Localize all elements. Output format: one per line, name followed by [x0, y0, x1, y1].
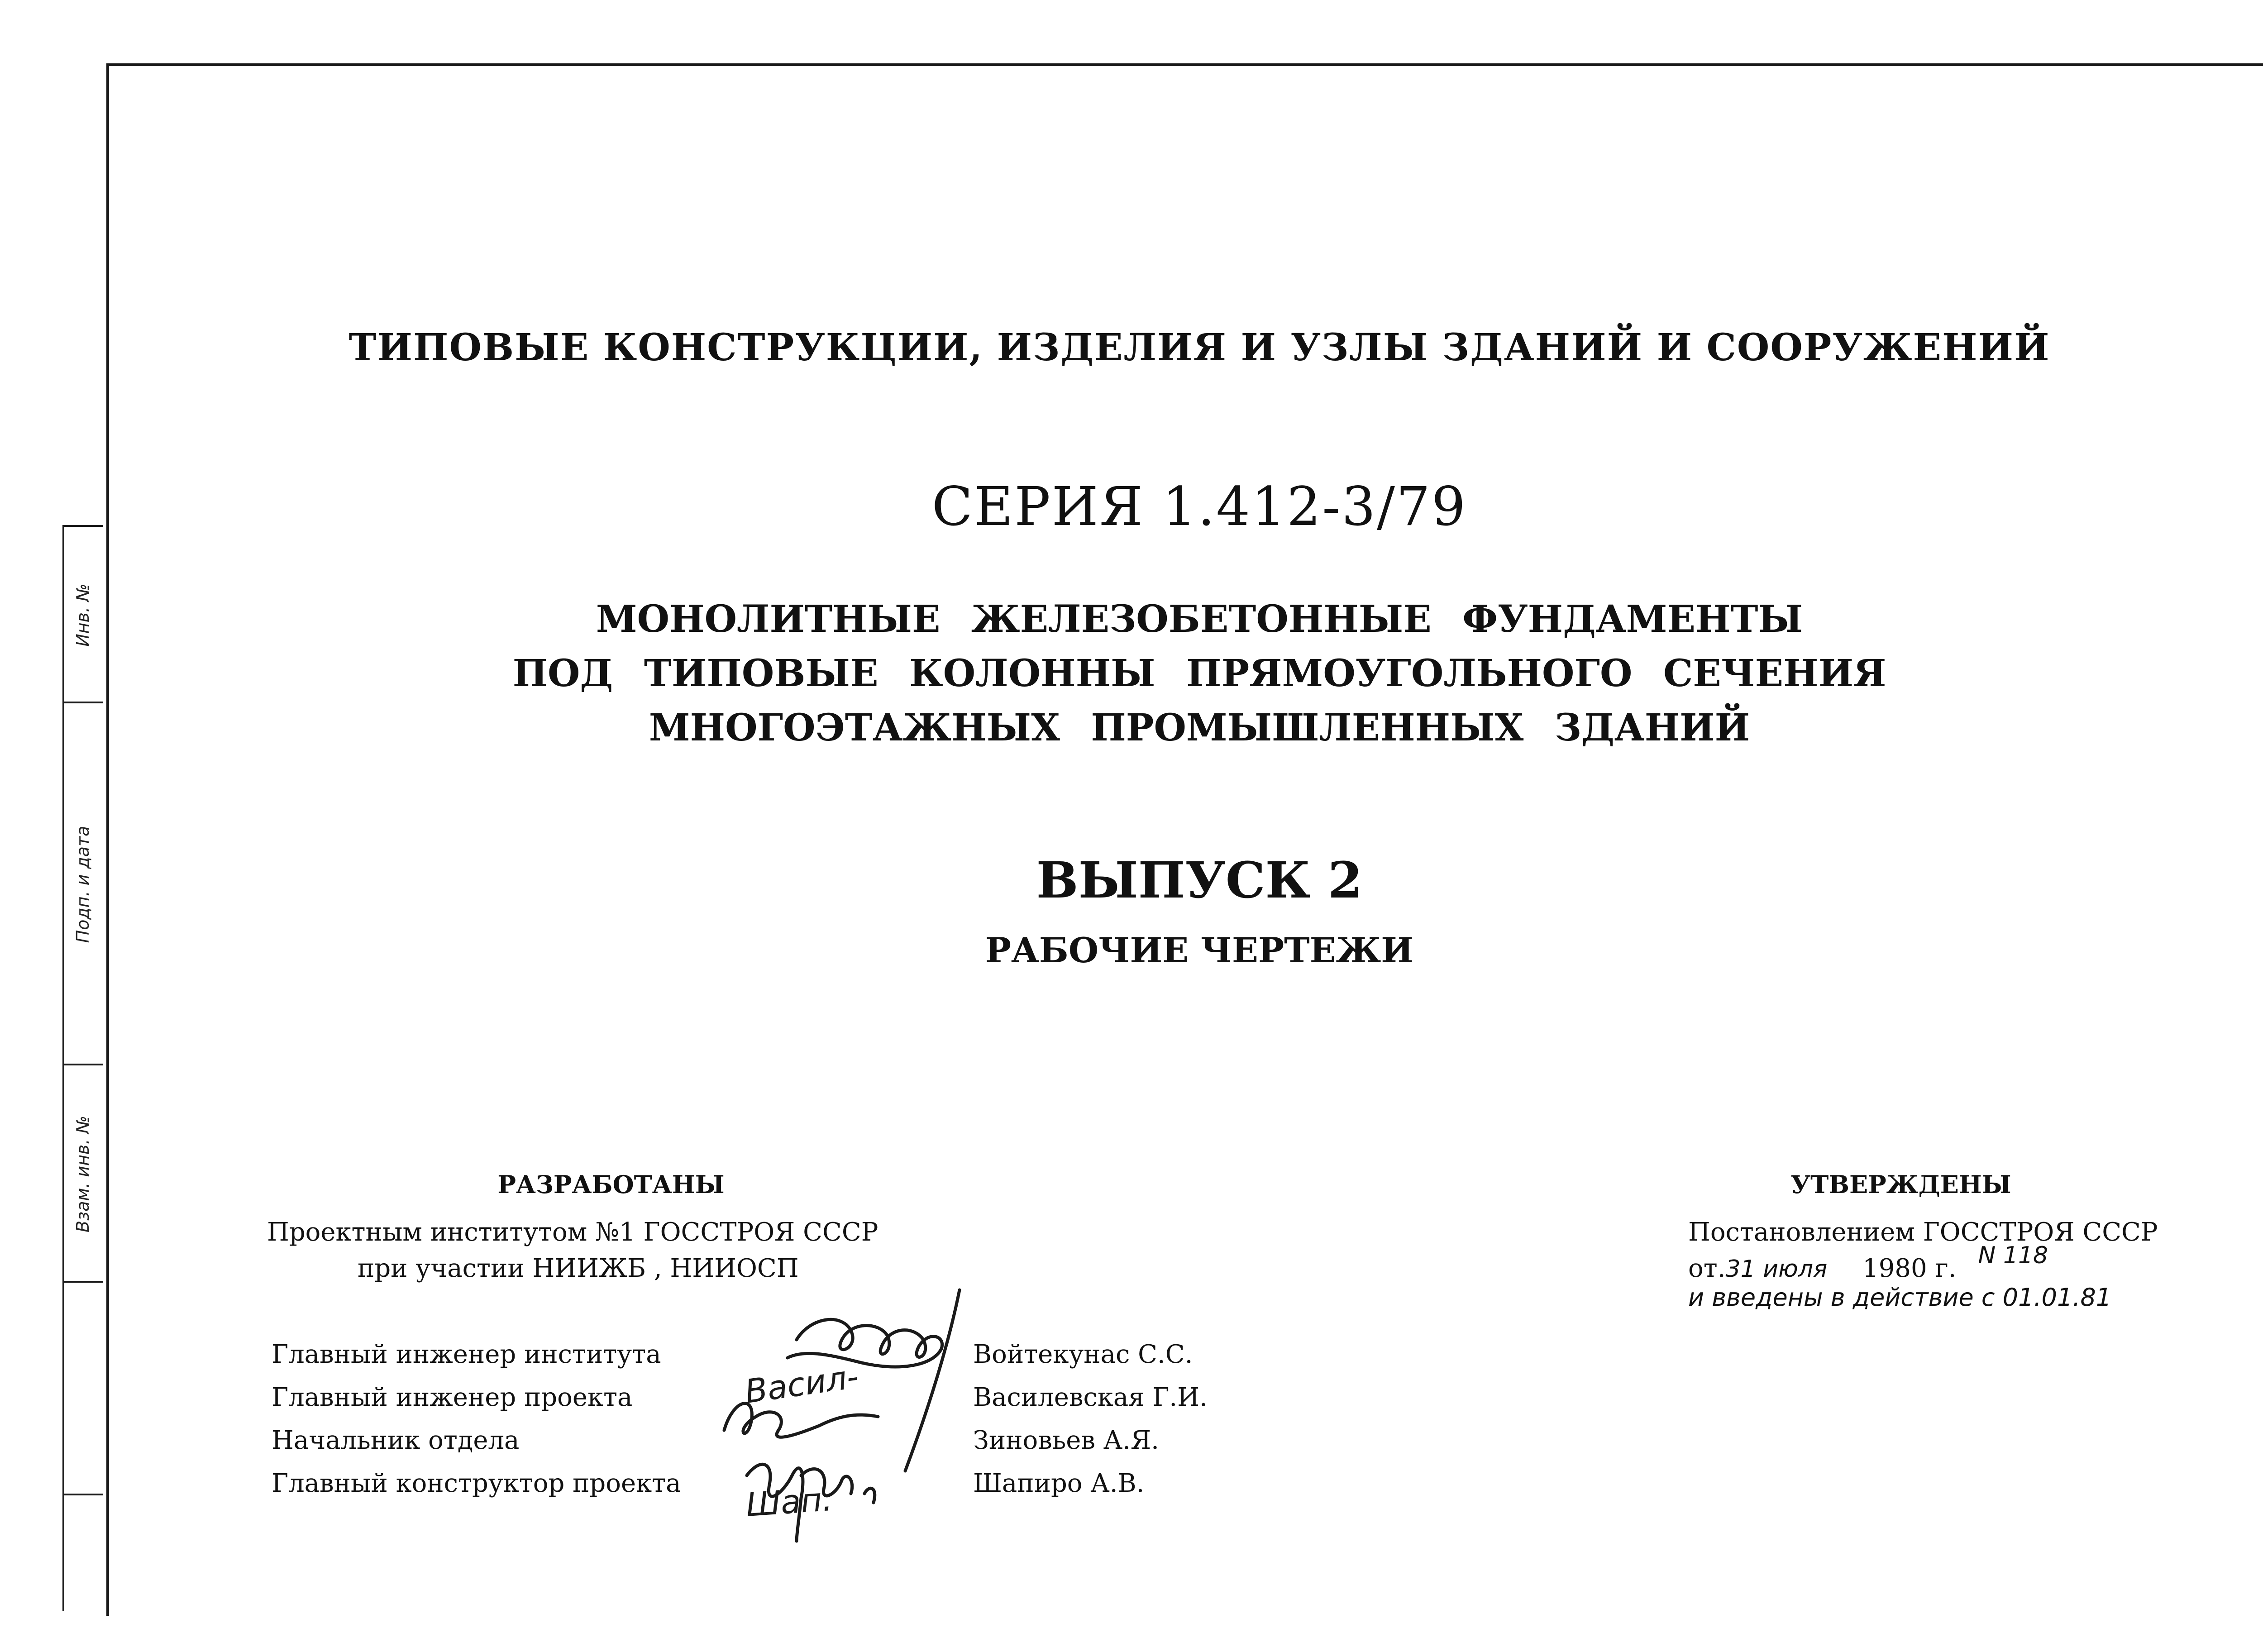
collection-title: ТИПОВЫЕ КОНСТРУКЦИИ, ИЗДЕЛИЯ И УЗЛЫ ЗДАНИЙ И СООРУЖЕНИЙ	[349, 326, 2050, 369]
signatory-name-3: Зиновьев А.Я.	[973, 1426, 1159, 1455]
signatures-graphic	[706, 1281, 987, 1543]
subject-line-2: ПОД ТИПОВЫЕ КОЛОННЫ ПРЯМОУГОЛЬНОГО СЕЧЕНИЯ	[512, 652, 1886, 695]
signatory-role-1: Главный инженер института	[272, 1340, 661, 1369]
signatory-name-4: Шапиро А.В.	[973, 1469, 1145, 1498]
signatory-role-3: Начальник отдела	[272, 1426, 520, 1455]
developed-line-1: Проектным институтом №1 ГОССТРОЯ СССР	[267, 1218, 878, 1247]
series-title: СЕРИЯ 1.412-3/79	[931, 475, 1467, 538]
approved-number-handwritten: N 118	[1978, 1242, 2048, 1269]
approved-year: 1980 г.	[1862, 1254, 1957, 1283]
side-stamp-cell-5	[62, 1494, 103, 1609]
signatory-name-1: Войтекунас С.С.	[973, 1340, 1193, 1369]
approved-enacted-handwritten: и введены в действие с 01.01.81	[1688, 1283, 2112, 1312]
issue-title: ВЫПУСК 2	[1036, 851, 1363, 909]
signature-4-text: Шап.	[745, 1480, 834, 1524]
side-stamp-cell-2	[62, 702, 103, 1065]
frame-top-border	[106, 63, 2263, 66]
signatory-name-2: Василевская Г.И.	[973, 1383, 1208, 1412]
side-stamp-cell-3	[62, 1064, 103, 1283]
developed-line-2: при участии НИИЖБ , НИИОСП	[358, 1254, 799, 1283]
subject-line-1: МОНОЛИТНЫЕ ЖЕЛЕЗОБЕТОННЫЕ ФУНДАМЕНТЫ	[596, 597, 1803, 641]
side-stamp-cell-4	[62, 1281, 103, 1495]
side-stamp-cell-1	[62, 525, 103, 703]
side-stamp-text-2: Подп. и дата	[73, 826, 93, 943]
approved-date-line	[1688, 1242, 2048, 1283]
signature-2-text: Васил-	[742, 1357, 861, 1411]
approved-heading: УТВЕРЖДЕНЫ	[1790, 1170, 2011, 1199]
approved-date-prefix: от.	[1688, 1254, 1726, 1283]
signatory-role-4: Главный конструктор проекта	[272, 1469, 681, 1498]
side-stamp-text-1: Инв. №	[73, 583, 93, 647]
side-stamp-text-3: Взам. инв. №	[73, 1115, 93, 1233]
developed-heading: РАЗРАБОТАНЫ	[497, 1170, 725, 1199]
signatory-role-2: Главный инженер проекта	[272, 1383, 633, 1412]
subject-line-3: МНОГОЭТАЖНЫХ ПРОМЫШЛЕННЫХ ЗДАНИЙ	[649, 706, 1750, 750]
approved-date-handwritten: 31 июля	[1725, 1256, 1828, 1283]
signature-1	[788, 1319, 942, 1367]
approved-line-1: Постановлением ГОССТРОЯ СССР	[1688, 1218, 2158, 1247]
issue-subtitle: РАБОЧИЕ ЧЕРТЕЖИ	[985, 930, 1414, 970]
